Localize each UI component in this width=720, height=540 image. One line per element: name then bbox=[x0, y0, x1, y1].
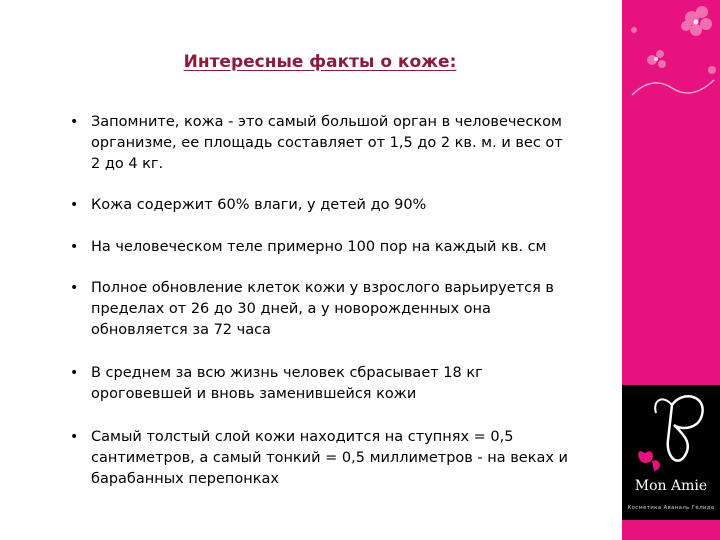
logo-box bbox=[622, 385, 720, 520]
list-item: • Запомните, кожа - это самый большой орган в человеческом организме, ее площадь составляет от 1,5 до 2 кв. м. и вес от 2 до 4 кг. bbox=[70, 112, 570, 175]
brand-tagline: Косметика Аваналь Гелиде bbox=[627, 505, 715, 511]
brand-name: Mon Amie bbox=[634, 478, 708, 494]
flower-decoration-icon bbox=[622, 0, 720, 110]
brand-sidebar bbox=[622, 0, 720, 540]
facts-list bbox=[70, 112, 570, 490]
list-item: • Полное обновление клеток кожи у взрослого варьируется в пределах от 26 до 30 дней, а у новорожденных она обновляется за 72 часа bbox=[70, 278, 570, 341]
list-item: • В среднем за всю жизнь человек сбрасывает 18 кг ороговевшей и вновь заменившейся кожи bbox=[70, 363, 570, 405]
list-item: • Кожа содержит 60% влаги, у детей до 90% bbox=[70, 195, 570, 216]
list-item: • Самый толстый слой кожи находится на ступнях = 0,5 сантиметров, а самый тонкий = 0,5 миллиметров - на веках и барабанных перепонках bbox=[70, 427, 570, 490]
butterfly-logo-icon bbox=[622, 385, 720, 480]
list-item: • На человеческом теле примерно 100 пор на каждый кв. см bbox=[70, 237, 570, 258]
slide-title: Интересные факты о коже: bbox=[183, 52, 457, 72]
